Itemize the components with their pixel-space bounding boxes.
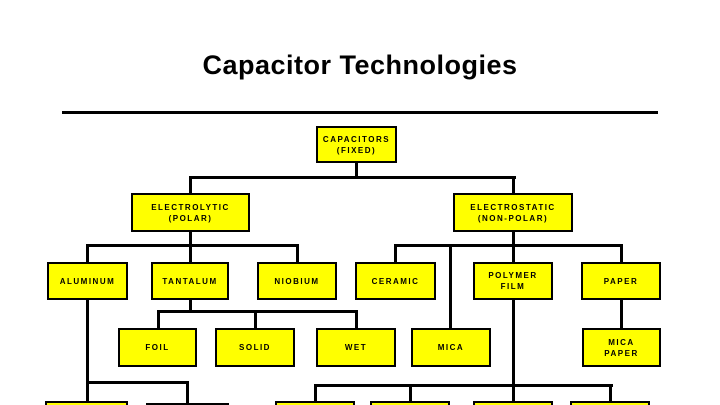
connector-line [189,176,516,179]
connector-line [296,244,299,262]
node-label: NIOBIUM [274,276,320,286]
node-label: MICA [437,343,465,352]
connector-line [394,244,622,247]
node-label: TANTALUM [162,276,218,286]
connector-line [314,384,613,387]
connector-line [512,244,515,262]
connector-line [409,384,412,401]
node-label: FILM [500,282,526,291]
node-electrostatic [453,193,573,232]
connector-line [86,381,189,384]
node-ceramic [355,262,436,300]
connector-line [86,244,89,262]
connector-line [189,176,192,193]
connector-line [254,310,257,328]
node-label: CAPACITORS [322,134,391,144]
node-foil [118,328,197,367]
node-label: FOIL [145,343,170,352]
node-niobium [257,262,337,300]
node-cutoff-film-child-1 [275,401,355,405]
connector-line [609,384,612,401]
connector-line [394,244,397,262]
connector-line [186,381,189,403]
node-cutoff-aluminum-child-1 [45,401,128,405]
connector-line [620,300,623,328]
connector-line [189,244,192,262]
node-label: SOLID [239,343,271,352]
connector-line [314,384,317,401]
node-solid [215,328,295,367]
node-label: (NON-POLAR) [477,213,549,223]
node-label: CERAMIC [371,276,420,286]
node-aluminum [47,262,128,300]
node-cutoff-film-child-2 [370,401,450,405]
connector-line [86,244,299,247]
page-title: Capacitor Technologies [202,50,518,80]
node-tantalum [151,262,229,300]
connector-line [86,300,89,384]
node-wet [316,328,396,367]
connector-line [512,176,515,193]
node-label: ELECTROLYTIC [151,202,230,212]
node-label: (POLAR) [168,213,213,223]
title-underline [62,111,658,114]
connector-line [355,310,358,328]
node-mica [411,328,491,367]
node-label: (FIXED) [336,145,377,155]
connector-line [86,381,89,401]
node-label: MICA [608,337,635,347]
node-cutoff-film-child-3 [473,401,553,405]
node-polymer-film [473,262,553,300]
connector-line [157,310,358,313]
node-mica-paper [582,328,661,367]
connector-line [620,244,623,262]
node-cutoff-film-child-4 [570,401,650,405]
node-label: ELECTROSTATIC [470,202,556,212]
node-label: PAPER [604,348,639,358]
node-electrolytic [131,193,250,232]
node-label: POLYMER [488,271,538,280]
node-label: WET [344,343,368,352]
node-label: ALUMINUM [59,276,116,286]
connector-line [157,310,160,328]
node-paper [581,262,661,300]
node-label: PAPER [603,276,639,286]
node-capacitors-fixed [316,126,397,163]
connector-line [449,244,452,328]
